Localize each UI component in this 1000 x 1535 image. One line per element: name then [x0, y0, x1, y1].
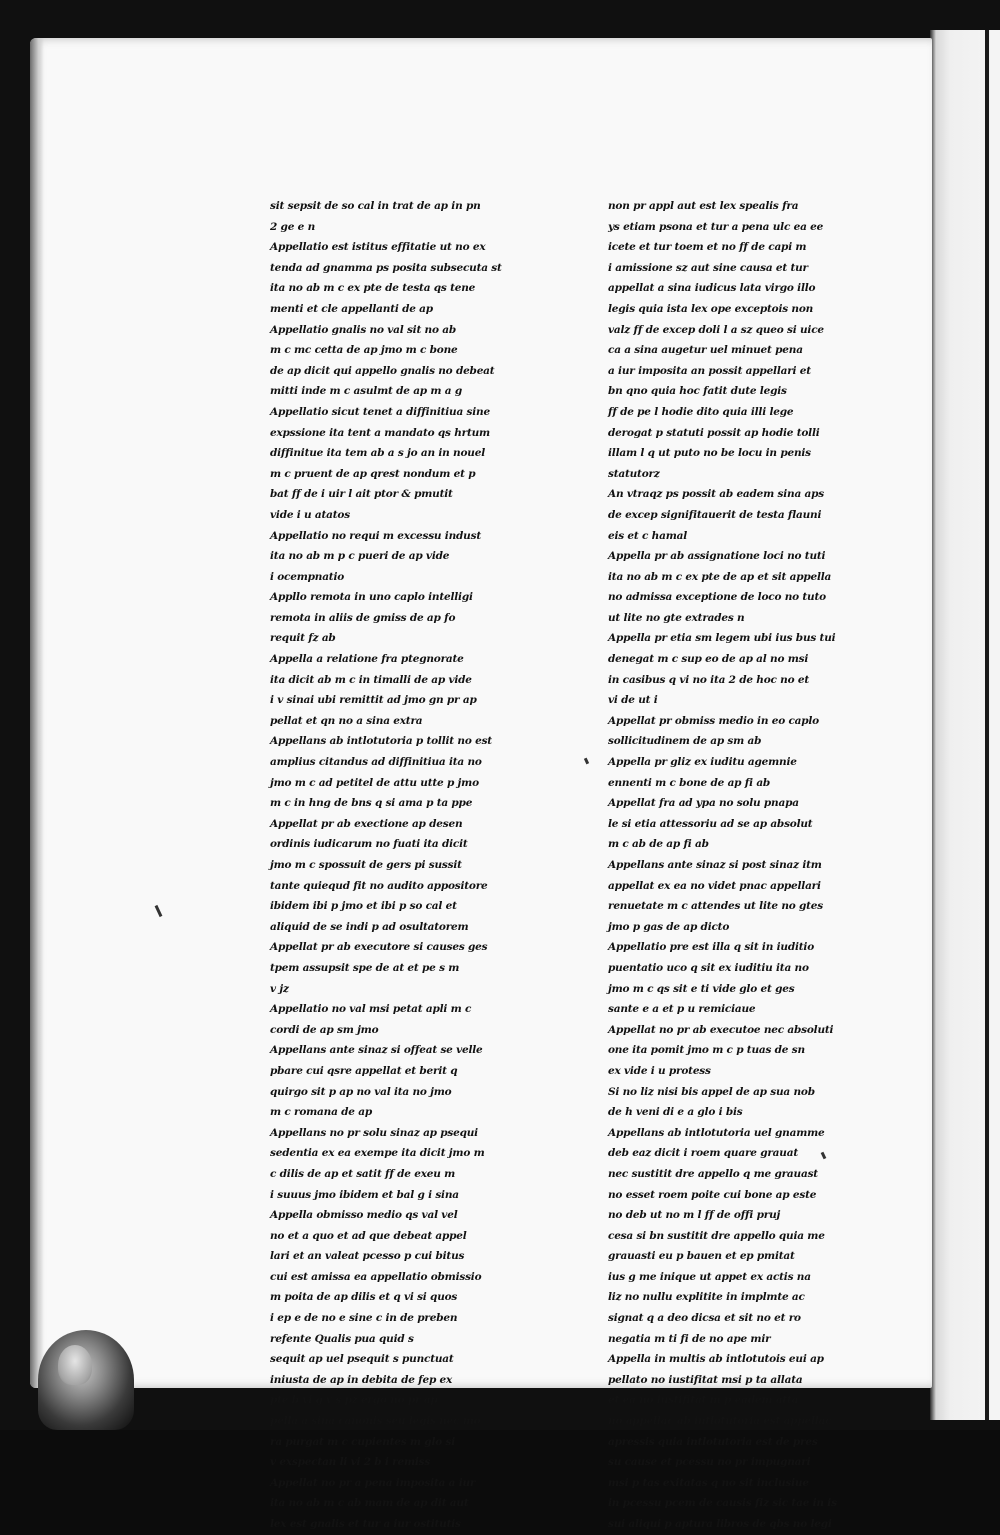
manuscript-line: Appellatio sicut tenet a diffinitiua sine — [270, 405, 490, 418]
manuscript-line: pellato no iustifitat msi p ta allata — [608, 1373, 803, 1386]
manuscript-line: Appellat pr ab exectione ap desen — [270, 817, 463, 830]
manuscript-line: tpem assupsit spe de at et pe s m — [270, 961, 460, 974]
manuscript-line: icete et tur toem et no ff de capi m — [608, 241, 807, 254]
manuscript-line: m c ab de ap fi ab — [608, 838, 709, 851]
manuscript-line: renuetate m c attendes ut lite no gtes — [608, 900, 824, 913]
manuscript-line: lex est gnalis et tur a iur ostitutis — [270, 1518, 461, 1530]
manuscript-line: diffinitue ita tem ab a s jo an in nouel — [270, 447, 485, 460]
manuscript-line: denegat m c sup eo de ap al no msi — [608, 653, 809, 666]
manuscript-line: sequit ap uel psequit s punctuat — [270, 1353, 454, 1366]
manuscript-line: m c pruent de ap qrest nondum et p — [270, 467, 476, 480]
manuscript-line: Appellans ante sinaz si post sinaz itm — [608, 859, 822, 871]
manuscript-line: m c in hng de bns q si ama p ta ppe — [270, 797, 473, 810]
manuscript-line: ca a sina augetur uel minuet pena — [608, 344, 803, 357]
manuscript-line: Appellat pr ab executore si causes ges — [270, 941, 488, 954]
manuscript-line: c dilis de ap et satit ff de exeu m — [270, 1167, 456, 1180]
manuscript-line: iniusta de ap in debita de fep ex — [270, 1373, 453, 1386]
manuscript-line: m poita de ap dilis et q vi si quos — [270, 1291, 458, 1304]
manuscript-line: jmo p gas de ap dicto — [608, 920, 730, 933]
manuscript-line: cesa si bn sustitit dre appello quia me — [608, 1229, 825, 1242]
manuscript-line: quirgo sit p ap no val ita no jmo — [270, 1085, 452, 1098]
manuscript-line: pella a sina canonis seu legis nec mo — [270, 1415, 481, 1428]
manuscript-line: Appella pr gliz ex iuditu agemnie — [608, 756, 797, 769]
manuscript-line: v jz — [270, 982, 289, 995]
manuscript-line: An vtraqz ps possit ab eadem sina aps — [608, 488, 824, 501]
manuscript-line: Appellans ab intlotutoria uel gnamme — [608, 1126, 825, 1139]
right-text-column — [608, 196, 886, 1535]
manuscript-line: tante quiequd fit no audito appositore — [270, 879, 488, 892]
manuscript-line: vi de ut i — [608, 694, 658, 707]
manuscript-line: de ap dicit qui appello gnalis no debeat — [270, 364, 495, 377]
left-text-column — [270, 196, 548, 1535]
manuscript-line: cui est amissa ea appellatio obmissio — [270, 1270, 482, 1283]
manuscript-line: eis et c hamal — [608, 529, 688, 542]
manuscript-line: valz ff de excep doli l a sz queo si uice — [608, 323, 824, 336]
manuscript-line: apressis quia intlotutoria est de pres — [608, 1435, 818, 1448]
manuscript-line: Appellat fra ad ypa no solu pnapa — [608, 797, 799, 810]
manuscript-line: sit sepsit de so cal in trat de ap in pn — [270, 200, 481, 212]
manuscript-line: pellat et qn no a sina extra — [270, 714, 423, 727]
underlying-page-edge — [930, 30, 1000, 1420]
manuscript-line: ra purgat m c cupientes m glo si — [270, 1435, 455, 1448]
manuscript-line: de excep signifitauerit de testa flauni — [608, 508, 822, 521]
manuscript-line: Appella pr etia sm legem ubi ius bus tui — [608, 632, 836, 645]
manuscript-line: liz no nullu explitite in implmte ac — [608, 1291, 805, 1304]
manuscript-line: Appellat no pr ab executoe nec absoluti — [608, 1023, 834, 1036]
manuscript-line: non pr appl aut est lex spealis fra — [608, 200, 799, 212]
manuscript-line: legis quia ista lex ope exceptois non — [608, 302, 814, 315]
manuscript-line: appellat a sina iudicus lata virgo illo — [608, 282, 816, 295]
manuscript-line: ita no ab m c ab mam de ap dit aut — [270, 1497, 469, 1510]
manuscript-line: Appellatio no requi m excessu indust — [270, 529, 481, 542]
manuscript-line: Appellans ab intlotutoria p tollit no est — [270, 735, 492, 748]
manuscript-line: ita no ab m p c pueri de ap vide — [270, 550, 450, 563]
manuscript-line: expssione ita tent a mandato qs hrtum — [270, 426, 490, 439]
manuscript-line: Appellat pr obmiss medio in eo caplo — [608, 714, 819, 727]
manuscript-line: negatia m ti fi de no ape mir — [608, 1332, 771, 1345]
manuscript-line: no esset roem poite cui bone ap este — [608, 1188, 817, 1201]
manuscript-line: nec sustitit dre appello q me grauast — [608, 1167, 818, 1180]
manuscript-line: Appellat no pr a pena imposita a iur — [270, 1476, 476, 1489]
manuscript-line: illam l q ut puto no be locu in penis — [608, 447, 811, 460]
manuscript-line: i ocempnatio — [270, 570, 345, 583]
manuscript-line: vide i u atatos — [270, 508, 350, 521]
manuscript-line: Appellans no pr solu sinaz ap psequi — [270, 1126, 478, 1139]
holder-thumbnail-nail — [58, 1345, 92, 1385]
manuscript-line: ita no ab m c ex pte de testa qs tene — [270, 282, 476, 295]
manuscript-line: i ep e de no e sine c in de preben — [270, 1312, 458, 1325]
manuscript-line: ibidem ibi p jmo et ibi p so cal et — [270, 900, 457, 913]
manuscript-line: ex vide i u protess — [608, 1064, 711, 1077]
manuscript-line: grauasti eu p bauen et ep pmitat — [608, 1250, 795, 1263]
manuscript-line: et ea no iustifitat m p eadem atta — [608, 1394, 799, 1407]
manuscript-line: ita no ab m c ex pte de ap et sit appella — [608, 570, 832, 583]
manuscript-line: derogat p statuti possit ap hodie tolli — [608, 426, 820, 439]
manuscript-line: a iur imposita an possit appellari et — [608, 364, 811, 377]
manuscript-line: v exspectan li vi 2 b i remiss — [270, 1456, 431, 1469]
manuscript-line: requit fz ab — [270, 632, 336, 645]
manuscript-line: Appllo remota in uno caplo intelligi — [270, 591, 473, 604]
manuscript-line: statutorz — [608, 467, 660, 480]
manuscript-line: bn qno quia hoc fatit dute legis — [608, 385, 787, 398]
folio-gutter-shadow — [30, 38, 44, 1388]
manuscript-line: ita dicit ab m c in timalli de ap vide — [270, 673, 472, 686]
manuscript-line: signat q a deo dicsa et sit no et ro — [608, 1312, 801, 1325]
manuscript-line: deb eaz dicit i roem quare grauat — [608, 1147, 798, 1160]
manuscript-line: cordi de ap sm jmo — [270, 1023, 379, 1036]
page-stack-edge — [985, 30, 989, 1420]
manuscript-line: one ita pomit jmo m c p tuas de sn — [608, 1044, 805, 1057]
manuscript-line: m c mc cetta de ap jmo m c bone — [270, 344, 458, 357]
manuscript-line: no appellac ab intlotutoria est appellac — [608, 1415, 832, 1428]
manuscript-line: Appellatio gnalis no val sit no ab — [270, 323, 456, 336]
manuscript-line: Appella pr ab assignatione loci no tuti — [608, 550, 826, 563]
manuscript-line: msi p tas exitatas q no sit inclusiue — [608, 1476, 809, 1489]
manuscript-line: bat ff de i uir l ait ptor & pmutit — [270, 488, 453, 501]
manuscript-line: in casibus q vi no ita 2 de hoc no et — [608, 673, 810, 686]
manuscript-line: sui aliqui p aptura libros de qbs no legi — [608, 1518, 832, 1530]
manuscript-line: ys etiam psona et tur a pena ulc ea ee — [608, 220, 824, 233]
manuscript-line: ennenti m c bone de ap fi ab — [608, 776, 771, 789]
manuscript-line: de h veni di e a glo i bis — [608, 1106, 743, 1119]
manuscript-line: no deb ut no m l ff de offi pruj — [608, 1209, 781, 1222]
manuscript-line: pte b vi g v s pz ergo no pr ap — [270, 1394, 438, 1407]
manuscript-line: menti et cle appellanti de ap — [270, 302, 433, 315]
manuscript-line: Appellans ante sinaz si offeat se velle — [270, 1044, 483, 1057]
manuscript-line: ordinis iudicarum no fuati ita dicit — [270, 838, 468, 851]
manuscript-line: m c romana de ap — [270, 1106, 372, 1119]
manuscript-line: i v sinai ubi remittit ad jmo gn pr ap — [270, 694, 477, 707]
manuscript-line: jmo m c ad petitel de attu utte p jmo — [270, 776, 479, 789]
manuscript-line: pbare cui qsre appellat et berit q — [270, 1064, 458, 1077]
manuscript-line: no et a quo et ad que debeat appel — [270, 1229, 467, 1242]
manuscript-line: no admissa exceptione de loco no tuto — [608, 591, 826, 604]
manuscript-line: remota in aliis de gmiss de ap fo — [270, 611, 456, 624]
manuscript-line: appellat ex ea no videt pnac appellari — [608, 879, 821, 892]
manuscript-line: Appella a relatione fra ptegnorate — [270, 653, 464, 666]
manuscript-line: Appella obmisso medio qs val vel — [270, 1209, 458, 1222]
manuscript-line: sedentia ex ea exempe ita dicit jmo m — [270, 1147, 485, 1160]
manuscript-line: ius g me inique ut appet ex actis na — [608, 1270, 811, 1283]
manuscript-line: jmo m c spossuit de gers pi sussit — [270, 859, 462, 871]
manuscript-line: amplius citandus ad diffinitiua ita no — [270, 756, 482, 769]
manuscript-line: mitti inde m c asulmt de ap m a g — [270, 385, 462, 398]
manuscript-line: puentatio uco q sit ex iuditiu ita no — [608, 961, 809, 974]
manuscript-line: Appellatio est istitus effitatie ut no ex — [270, 241, 486, 254]
manuscript-line: ff de pe l hodie dito quia illi lege — [608, 405, 794, 418]
manuscript-line: refente Qualis pua quid s — [270, 1332, 414, 1345]
manuscript-line: jmo m c qs sit e ti vide glo et ges — [608, 982, 795, 995]
manuscript-line: i amissione sz aut sine causa et tur — [608, 261, 808, 274]
manuscript-line: Si no liz nisi bis appel de ap sua nob — [608, 1085, 815, 1098]
manuscript-line: ut lite no gte extrades n — [608, 611, 745, 624]
manuscript-line: aliquid de se indi p ad osultatorem — [270, 920, 469, 933]
manuscript-line: Appellatio no val msi petat apli m c — [270, 1003, 472, 1016]
manuscript-line: su cause et pcessu no pr impugnari — [608, 1456, 811, 1469]
manuscript-line: sollicitudinem de ap sm ab — [608, 735, 762, 748]
manuscript-line: le si etia attessoriu ad se ap absolut — [608, 817, 813, 830]
manuscript-line: sante e a et p u remiciaue — [608, 1003, 756, 1016]
manuscript-line: Appellatio pre est illa q sit in iuditio — [608, 941, 814, 954]
manuscript-line: in pcessu pcem de causis fiz sic tae in is — [608, 1497, 837, 1510]
manuscript-line: i suuus jmo ibidem et bal g i sina — [270, 1188, 459, 1201]
manuscript-line: lari et an valeat pcesso p cui bitus — [270, 1250, 465, 1263]
manuscript-line: 2 ge e n — [270, 220, 316, 233]
manuscript-line: Appella in multis ab intlotutois eui ap — [608, 1353, 824, 1366]
manuscript-line: tenda ad gnamma ps posita subsecuta st — [270, 261, 502, 274]
